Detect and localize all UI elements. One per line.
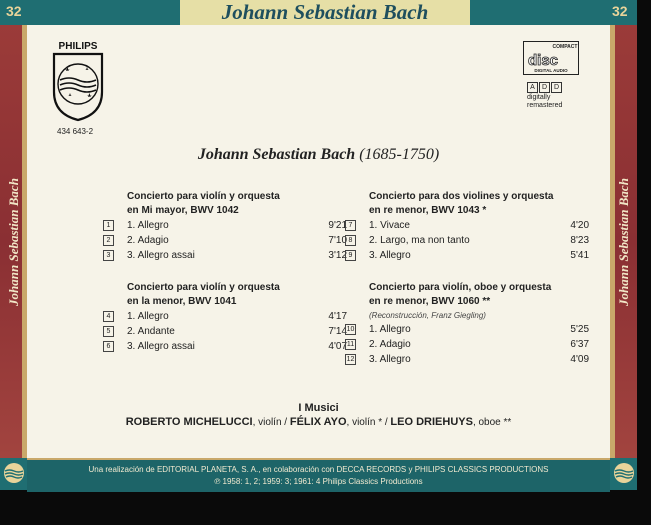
track-row[interactable] [346,337,589,352]
track-number: 10 [346,326,355,333]
spine-right [610,25,637,458]
work-bwv-1041 [106,281,347,354]
philips-brand-text: PHILIPS [58,41,98,52]
movement-duration: 4'17 [328,311,347,322]
catalog-number: 434 643-2 [57,127,94,136]
cd-logo-digital-audio: DIGITAL AUDIO [534,68,568,73]
track-row[interactable] [106,339,347,354]
soloist-name: FÉLIX AYO [289,416,347,428]
production-credit: Una realización de EDITORIAL PLANETA, S. A., en colaboración con DECCA RECORDS y PHILIPS CLASSICS PRODUCTIONS [88,465,549,474]
spine-left [0,25,27,458]
track-row[interactable] [348,248,589,263]
footer-credits [27,458,610,492]
compact-disc-logo-icon [523,41,579,75]
soloist-name: LEO DRIEHUYS [390,416,473,428]
work-subtitle: en la menor, BWV 1041 [127,296,237,307]
philips-globe-icon [3,462,25,484]
track-row[interactable] [106,218,347,233]
movement-title: 2. Largo, ma non tanto [369,235,470,246]
spars-letter: D [551,82,562,93]
spars-code [527,82,563,93]
track-number: 6 [103,341,114,352]
track-number: 4 [103,311,114,322]
composer-heading [27,146,610,164]
remastered-text: remastered [527,102,563,109]
movement-title: 1. Allegro [127,311,169,322]
track-row[interactable] [106,248,347,263]
top-band [0,0,637,25]
soloist-role: , oboe ** [472,417,512,428]
movement-title: 3. Allegro assai [127,250,195,261]
composer-name: Johann Sebastian Bach [197,146,356,163]
movement-duration: 4'07 [328,341,347,352]
movement-title: 3. Allegro [369,354,411,365]
movement-title: 3. Allegro [369,250,411,261]
work-title: Concierto para dos violines y orquesta [369,191,554,202]
work-subtitle: en re menor, BWV 1060 ** [369,296,491,307]
movement-title: 1. Allegro [127,220,169,231]
movement-duration: 3'12 [328,250,347,261]
reconstruction-note: (Reconstrucción, Franz Giegling) [369,311,486,320]
spine-left-text: Johann Sebastian Bach [5,177,21,306]
spars-letter: D [539,82,550,93]
work-subtitle: en Mi mayor, BWV 1042 [127,205,239,216]
movement-title: 3. Allegro assai [127,341,195,352]
work-title: Concierto para violín y orquesta [127,282,280,293]
movement-duration: 5'41 [570,250,589,261]
bottom-band [0,458,637,490]
track-number: 7 [345,220,356,231]
track-row[interactable] [348,233,589,248]
movement-duration: 9'21 [328,220,347,231]
volume-number-right: 32 [612,3,628,19]
work-title: Concierto para violín, oboe y orquesta [369,282,552,293]
soloist-role: , violín / [252,417,290,428]
movement-duration: 4'09 [570,354,589,365]
volume-number-left: 32 [6,3,22,19]
track-row[interactable] [346,352,589,367]
composer-dates: (1685-1750) [359,146,440,163]
spars-letter: A [527,82,538,93]
track-number: 12 [346,356,355,363]
movement-title: 2. Andante [127,326,175,337]
spine-stripe [610,25,615,458]
spine-right-text: Johann Sebastian Bach [615,177,631,306]
cd-logo-compact: COMPACT [552,44,578,50]
cd-logo-disc: disc [527,52,559,69]
track-number: 3 [103,250,114,261]
movement-duration: 4'20 [570,220,589,231]
track-number: 9 [345,250,356,261]
top-title: Johann Sebastian Bach [221,0,429,24]
movement-title: 1. Allegro [369,324,411,335]
track-number: 11 [346,341,355,348]
track-row[interactable] [106,309,347,324]
track-row[interactable] [346,322,589,337]
work-subtitle: en re menor, BWV 1043 * [369,205,487,216]
tracklist-card [27,25,610,458]
movement-title: 2. Adagio [369,339,411,350]
track-row[interactable] [348,218,589,233]
top-title-banner [180,0,470,25]
movement-duration: 8'23 [570,235,589,246]
track-number: 2 [103,235,114,246]
digitally-text: digitally [527,94,551,101]
movement-title: 1. Vivace [369,220,410,231]
track-number: 8 [345,235,356,246]
ensemble-name: I Musici [298,402,339,414]
track-number: 1 [103,220,114,231]
soloist-role: , violín * / [346,417,391,428]
track-row[interactable] [106,233,347,248]
movement-duration: 7'14 [328,326,347,337]
philips-globe-icon [613,462,635,484]
movement-duration: 7'10 [328,235,347,246]
work-bwv-1042 [106,190,347,263]
work-bwv-1043 [348,190,589,263]
copyright-line: ℗ 1958: 1, 2; 1959: 3; 1961: 4 Philips Classics Productions [214,477,423,486]
track-number: 5 [103,326,114,337]
digitally-remastered [527,94,562,110]
movement-duration: 6'37 [570,339,589,350]
movement-title: 2. Adagio [127,235,169,246]
work-title: Concierto para violín y orquesta [127,191,280,202]
movement-duration: 5'25 [570,324,589,335]
work-bwv-1060 [346,281,589,367]
soloists-line [27,416,610,428]
philips-shield-logo-icon [49,40,107,122]
soloist-name: ROBERTO MICHELUCCI [125,416,253,428]
track-row[interactable] [106,324,347,339]
